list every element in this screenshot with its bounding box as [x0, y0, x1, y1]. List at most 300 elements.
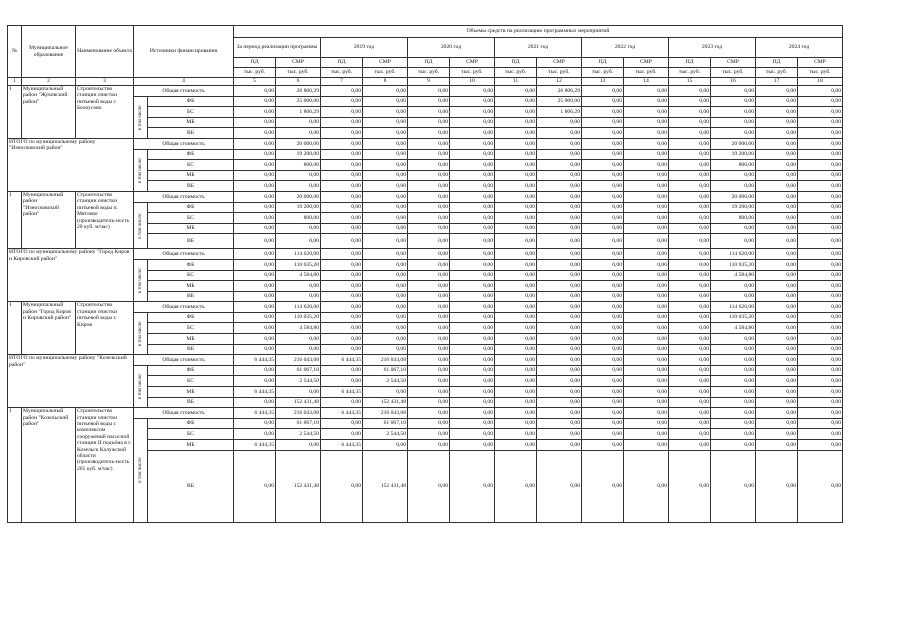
amount-cell: 0,00	[450, 312, 495, 323]
amount-cell: 0,00	[756, 213, 798, 224]
source-fb-label: ФБ	[148, 259, 234, 270]
header-pd: ПД	[234, 58, 276, 68]
header-unit: тыс. руб.	[276, 68, 321, 78]
amount-cell: 0,00	[450, 281, 495, 292]
amount-cell: 0,00	[798, 418, 843, 429]
amount-cell: 0,00	[711, 440, 756, 451]
amount-cell: 0,00	[276, 440, 321, 451]
amount-cell: 0,00	[363, 312, 408, 323]
amount-cell: 0,00	[669, 149, 711, 160]
amount-cell: 25 000,00	[537, 96, 582, 107]
amount-cell: 0,00	[798, 429, 843, 440]
amount-cell: 6 444,35	[234, 355, 276, 366]
amount-cell: 0,00	[537, 302, 582, 313]
amount-cell: 0,00	[408, 191, 450, 202]
amount-cell: 0,00	[321, 312, 363, 323]
amount-cell: 0,00	[624, 355, 669, 366]
amount-cell: 0,00	[408, 334, 450, 345]
amount-cell: 0,00	[495, 138, 537, 149]
amount-cell: 4 584,80	[276, 323, 321, 334]
amount-cell: 0,00	[363, 138, 408, 149]
amount-cell: 0,00	[450, 128, 495, 139]
header-column-numbers	[8, 78, 843, 86]
amount-cell: 0,00	[624, 270, 669, 281]
amount-cell: 0,00	[234, 450, 276, 522]
amount-cell: 0,00	[363, 334, 408, 345]
amount-cell: 0,00	[408, 86, 450, 97]
amount-cell: 0,00	[408, 408, 450, 419]
amount-cell: 61 067,10	[276, 365, 321, 376]
amount-cell: 0,00	[363, 387, 408, 398]
amount-cell: 0,00	[321, 128, 363, 139]
amount-cell: 6 444,35	[234, 440, 276, 451]
amount-cell: 0,00	[234, 397, 276, 408]
municipality-name: Муниципальный район "Износковский район"	[22, 191, 76, 248]
amount-cell: 0,00	[537, 138, 582, 149]
amount-cell: 152 431,48	[276, 450, 321, 522]
total-title: ИТОГО по муниципальному району "Город Киров и Кировский район"	[8, 249, 134, 302]
amount-cell: 0,00	[669, 213, 711, 224]
amount-cell: 2 544,50	[276, 429, 321, 440]
amount-cell: 0,00	[321, 334, 363, 345]
source-fb-label: ФБ	[148, 149, 234, 160]
amount-cell: 0,00	[798, 128, 843, 139]
amount-cell: 0,00	[276, 281, 321, 292]
amount-cell: 0,00	[321, 344, 363, 355]
header-year: 2020 год	[408, 38, 495, 58]
header-unit: тыс. руб.	[798, 68, 843, 78]
amount-cell: 0,00	[234, 128, 276, 139]
amount-cell: 0,00	[756, 281, 798, 292]
amount-cell: 0,00	[408, 234, 450, 249]
amount-cell: 0,00	[408, 213, 450, 224]
amount-cell: 0,00	[582, 96, 624, 107]
amount-cell: 0,00	[798, 450, 843, 522]
header-unit: тыс. руб.	[711, 68, 756, 78]
header-unit: тыс. руб.	[537, 68, 582, 78]
amount-cell: 0,00	[756, 429, 798, 440]
header-smr: СМР	[711, 58, 756, 68]
header-unit: тыс. руб.	[234, 68, 276, 78]
amount-cell: 0,00	[582, 397, 624, 408]
header-unit: тыс. руб.	[321, 68, 363, 78]
amount-cell: 0,00	[450, 376, 495, 387]
amount-cell: 0,00	[363, 223, 408, 234]
amount-cell: 0,00	[537, 128, 582, 139]
amount-cell: 0,00	[669, 450, 711, 522]
amount-cell: 0,00	[408, 160, 450, 171]
amount-cell: 0,00	[234, 202, 276, 213]
header-pd: ПД	[408, 58, 450, 68]
amount-cell: 0,00	[234, 191, 276, 202]
amount-cell: 0,00	[408, 302, 450, 313]
amount-cell: 0,00	[669, 291, 711, 302]
amount-cell: 2 544,50	[363, 376, 408, 387]
amount-cell: 0,00	[450, 323, 495, 334]
amount-cell: 0,00	[495, 387, 537, 398]
amount-cell: 0,00	[624, 302, 669, 313]
source-mb-label: МБ	[148, 223, 234, 234]
header-unit: тыс. руб.	[408, 68, 450, 78]
amount-cell: 0,00	[756, 138, 798, 149]
amount-cell: 4 584,80	[711, 323, 756, 334]
amount-cell: 0,00	[537, 181, 582, 192]
amount-cell: 0,00	[495, 323, 537, 334]
amount-cell: 0,00	[624, 281, 669, 292]
amount-cell: 0,00	[798, 160, 843, 171]
amount-cell: 0,00	[321, 202, 363, 213]
column-number: 13	[582, 78, 624, 86]
amount-cell: 0,00	[582, 249, 624, 260]
column-number: 17	[756, 78, 798, 86]
amount-cell: 0,00	[408, 418, 450, 429]
amount-cell: 0,00	[363, 128, 408, 139]
amount-cell: 0,00	[495, 86, 537, 97]
amount-cell: 0,00	[234, 213, 276, 224]
amount-cell: 0,00	[669, 234, 711, 249]
amount-cell: 0,00	[321, 418, 363, 429]
header-year: 2024 год	[756, 38, 843, 58]
including-label: в том числе:	[134, 202, 148, 249]
amount-cell: 0,00	[669, 128, 711, 139]
amount-cell: 110 035,20	[711, 312, 756, 323]
amount-cell: 0,00	[756, 344, 798, 355]
amount-cell: 0,00	[276, 234, 321, 249]
amount-cell: 61 067,10	[276, 418, 321, 429]
source-vb-label: ВБ	[148, 234, 234, 249]
amount-cell: 0,00	[408, 440, 450, 451]
header-year: 2021 год	[495, 38, 582, 58]
amount-cell: 6 444,35	[321, 440, 363, 451]
amount-cell: 0,00	[798, 440, 843, 451]
amount-cell: 0,00	[624, 191, 669, 202]
amount-cell: 0,00	[321, 365, 363, 376]
amount-cell: 0,00	[234, 160, 276, 171]
amount-cell: 19 200,00	[276, 149, 321, 160]
municipality-name: Муниципальный район "Город Киров и Кировский район"	[22, 302, 76, 355]
amount-cell: 0,00	[756, 312, 798, 323]
source-vb-label: ВБ	[148, 344, 234, 355]
amount-cell: 0,00	[669, 259, 711, 270]
amount-cell: 0,00	[408, 259, 450, 270]
amount-cell: 0,00	[669, 86, 711, 97]
amount-cell: 0,00	[276, 387, 321, 398]
amount-cell: 0,00	[537, 344, 582, 355]
row-number: 1	[8, 191, 22, 248]
amount-cell: 0,00	[537, 334, 582, 345]
amount-cell: 0,00	[582, 291, 624, 302]
amount-cell: 0,00	[582, 213, 624, 224]
amount-cell: 0,00	[321, 170, 363, 181]
amount-cell: 216 043,08	[276, 355, 321, 366]
amount-cell: 0,00	[582, 138, 624, 149]
amount-cell: 0,00	[756, 86, 798, 97]
amount-cell: 0,00	[363, 149, 408, 160]
amount-cell: 0,00	[582, 223, 624, 234]
amount-cell: 0,00	[669, 397, 711, 408]
amount-cell: 0,00	[669, 365, 711, 376]
amount-cell: 0,00	[624, 117, 669, 128]
table-row	[8, 191, 843, 202]
amount-cell: 0,00	[756, 160, 798, 171]
amount-cell: 0,00	[537, 397, 582, 408]
amount-cell: 0,00	[537, 160, 582, 171]
amount-cell: 0,00	[669, 170, 711, 181]
amount-cell: 0,00	[582, 365, 624, 376]
amount-cell: 0,00	[276, 181, 321, 192]
amount-cell: 0,00	[450, 107, 495, 118]
amount-cell: 0,00	[234, 86, 276, 97]
amount-cell: 0,00	[408, 429, 450, 440]
amount-cell: 0,00	[537, 213, 582, 224]
amount-cell: 0,00	[582, 344, 624, 355]
amount-cell: 0,00	[711, 418, 756, 429]
amount-cell: 0,00	[321, 96, 363, 107]
amount-cell: 800,00	[711, 160, 756, 171]
amount-cell: 0,00	[537, 223, 582, 234]
amount-cell: 0,00	[363, 291, 408, 302]
header-pd: ПД	[321, 58, 363, 68]
amount-cell: 0,00	[276, 170, 321, 181]
amount-cell: 6 444,35	[234, 387, 276, 398]
amount-cell: 0,00	[450, 249, 495, 260]
amount-cell: 0,00	[450, 170, 495, 181]
header-no: №	[8, 26, 22, 78]
amount-cell: 0,00	[495, 259, 537, 270]
amount-cell: 0,00	[537, 376, 582, 387]
amount-cell: 0,00	[450, 259, 495, 270]
amount-cell: 0,00	[321, 376, 363, 387]
amount-cell: 2 544,50	[276, 376, 321, 387]
amount-cell: 0,00	[582, 334, 624, 345]
amount-cell: 0,00	[582, 355, 624, 366]
amount-cell: 0,00	[711, 107, 756, 118]
source-fb-label: ФБ	[148, 96, 234, 107]
amount-cell: 0,00	[756, 365, 798, 376]
amount-cell: 0,00	[363, 344, 408, 355]
amount-cell: 0,00	[321, 259, 363, 270]
table-body	[8, 86, 843, 523]
source-mb-label: МБ	[148, 170, 234, 181]
total-cost-label: Общая стоимость	[134, 138, 234, 149]
amount-cell: 0,00	[450, 270, 495, 281]
amount-cell: 0,00	[798, 107, 843, 118]
amount-cell: 0,00	[234, 281, 276, 292]
amount-cell: 0,00	[624, 429, 669, 440]
amount-cell: 0,00	[624, 291, 669, 302]
amount-cell: 0,00	[756, 191, 798, 202]
amount-cell: 114 620,00	[276, 249, 321, 260]
amount-cell: 4 584,80	[276, 270, 321, 281]
amount-cell: 0,00	[321, 181, 363, 192]
amount-cell: 0,00	[408, 281, 450, 292]
amount-cell: 0,00	[669, 418, 711, 429]
total-cost-label: Общая стоимость	[134, 408, 234, 419]
amount-cell: 0,00	[756, 323, 798, 334]
amount-cell: 0,00	[321, 397, 363, 408]
amount-cell: 0,00	[408, 387, 450, 398]
amount-cell: 6 444,35	[321, 355, 363, 366]
amount-cell: 0,00	[756, 302, 798, 313]
amount-cell: 0,00	[798, 117, 843, 128]
amount-cell: 0,00	[798, 334, 843, 345]
amount-cell: 0,00	[234, 181, 276, 192]
header-municipality: Муниципальное образование	[22, 26, 76, 78]
object-name: Строительство станции очистки питьевой воды г. Киров	[76, 302, 134, 355]
row-number: 1	[8, 86, 22, 139]
amount-cell: 0,00	[363, 302, 408, 313]
amount-cell: 0,00	[234, 376, 276, 387]
amount-cell: 0,00	[669, 312, 711, 323]
amount-cell: 0,00	[711, 355, 756, 366]
amount-cell: 0,00	[798, 223, 843, 234]
amount-cell: 0,00	[582, 376, 624, 387]
header-smr: СМР	[798, 58, 843, 68]
amount-cell: 0,00	[450, 213, 495, 224]
amount-cell: 0,00	[408, 202, 450, 213]
source-fb-label: ФБ	[148, 312, 234, 323]
amount-cell: 0,00	[450, 302, 495, 313]
amount-cell: 0,00	[450, 291, 495, 302]
amount-cell: 0,00	[495, 344, 537, 355]
column-number: 8	[363, 78, 408, 86]
amount-cell: 0,00	[495, 170, 537, 181]
amount-cell: 0,00	[495, 376, 537, 387]
amount-cell: 110 035,20	[276, 259, 321, 270]
header-unit: тыс. руб.	[669, 68, 711, 78]
amount-cell: 0,00	[408, 312, 450, 323]
row-number: 1	[8, 302, 22, 355]
amount-cell: 0,00	[363, 249, 408, 260]
amount-cell: 19 200,00	[711, 202, 756, 213]
amount-cell: 0,00	[234, 365, 276, 376]
amount-cell: 0,00	[495, 107, 537, 118]
amount-cell: 0,00	[234, 223, 276, 234]
amount-cell: 0,00	[711, 334, 756, 345]
amount-cell: 800,00	[276, 160, 321, 171]
amount-cell: 0,00	[408, 107, 450, 118]
amount-cell: 0,00	[363, 107, 408, 118]
amount-cell: 114 620,00	[711, 249, 756, 260]
amount-cell: 0,00	[321, 107, 363, 118]
amount-cell: 0,00	[363, 160, 408, 171]
amount-cell: 0,00	[321, 160, 363, 171]
amount-cell: 0,00	[669, 281, 711, 292]
amount-cell: 0,00	[756, 259, 798, 270]
amount-cell: 0,00	[450, 397, 495, 408]
amount-cell: 0,00	[711, 96, 756, 107]
amount-cell: 0,00	[321, 213, 363, 224]
amount-cell: 0,00	[669, 270, 711, 281]
amount-cell: 0,00	[756, 355, 798, 366]
amount-cell: 0,00	[756, 291, 798, 302]
source-bs-label: БС	[148, 376, 234, 387]
header-smr: СМР	[363, 58, 408, 68]
amount-cell: 0,00	[582, 117, 624, 128]
amount-cell: 0,00	[756, 387, 798, 398]
header-unit: тыс. руб.	[756, 68, 798, 78]
amount-cell: 0,00	[582, 86, 624, 97]
amount-cell: 0,00	[537, 281, 582, 292]
amount-cell: 0,00	[234, 302, 276, 313]
amount-cell: 0,00	[756, 270, 798, 281]
header-smr: СМР	[276, 58, 321, 68]
amount-cell: 0,00	[798, 96, 843, 107]
source-vb-label: ВБ	[148, 181, 234, 192]
amount-cell: 0,00	[624, 128, 669, 139]
amount-cell: 0,00	[495, 234, 537, 249]
amount-cell: 0,00	[450, 334, 495, 345]
amount-cell: 0,00	[408, 397, 450, 408]
amount-cell: 0,00	[669, 138, 711, 149]
amount-cell: 0,00	[756, 397, 798, 408]
amount-cell: 6 444,35	[321, 408, 363, 419]
amount-cell: 0,00	[363, 191, 408, 202]
amount-cell: 0,00	[624, 96, 669, 107]
amount-cell: 0,00	[537, 249, 582, 260]
amount-cell: 0,00	[537, 355, 582, 366]
amount-cell: 0,00	[234, 312, 276, 323]
amount-cell: 0,00	[537, 270, 582, 281]
amount-cell: 0,00	[408, 223, 450, 234]
amount-cell: 0,00	[582, 202, 624, 213]
amount-cell: 0,00	[711, 86, 756, 97]
amount-cell: 0,00	[408, 344, 450, 355]
total-cost-label: Общая стоимость	[134, 302, 234, 313]
amount-cell: 0,00	[450, 181, 495, 192]
amount-cell: 0,00	[711, 181, 756, 192]
amount-cell: 0,00	[408, 270, 450, 281]
amount-cell: 0,00	[537, 408, 582, 419]
amount-cell: 0,00	[321, 429, 363, 440]
header-year: 2022 год	[582, 38, 669, 58]
amount-cell: 0,00	[756, 408, 798, 419]
program-funding-table	[7, 25, 843, 523]
amount-cell: 0,00	[798, 170, 843, 181]
amount-cell: 0,00	[756, 376, 798, 387]
table-row	[8, 408, 843, 419]
amount-cell: 0,00	[363, 181, 408, 192]
amount-cell: 0,00	[450, 387, 495, 398]
amount-cell: 0,00	[798, 202, 843, 213]
amount-cell: 20 000,00	[276, 191, 321, 202]
amount-cell: 0,00	[495, 117, 537, 128]
amount-cell: 0,00	[624, 440, 669, 451]
amount-cell: 0,00	[450, 202, 495, 213]
amount-cell: 0,00	[495, 365, 537, 376]
amount-cell: 0,00	[582, 107, 624, 118]
amount-cell: 0,00	[537, 440, 582, 451]
total-title: ИТОГО по муниципальному району "Козельский район"	[8, 355, 134, 408]
header-volume: Объемы средств на реализацию программных мероприятий	[234, 26, 843, 38]
amount-cell: 0,00	[450, 344, 495, 355]
amount-cell: 0,00	[450, 160, 495, 171]
amount-cell: 0,00	[582, 259, 624, 270]
amount-cell: 0,00	[582, 312, 624, 323]
amount-cell: 0,00	[669, 249, 711, 260]
amount-cell: 0,00	[363, 170, 408, 181]
amount-cell: 61 067,10	[363, 418, 408, 429]
amount-cell: 110 035,20	[711, 259, 756, 270]
source-vb-label: ВБ	[148, 291, 234, 302]
total-cost-label: Общая стоимость	[134, 355, 234, 366]
amount-cell: 0,00	[363, 202, 408, 213]
amount-cell: 0,00	[582, 234, 624, 249]
amount-cell: 0,00	[408, 96, 450, 107]
amount-cell: 0,00	[624, 249, 669, 260]
column-number: 18	[798, 78, 843, 86]
amount-cell: 61 067,10	[363, 365, 408, 376]
